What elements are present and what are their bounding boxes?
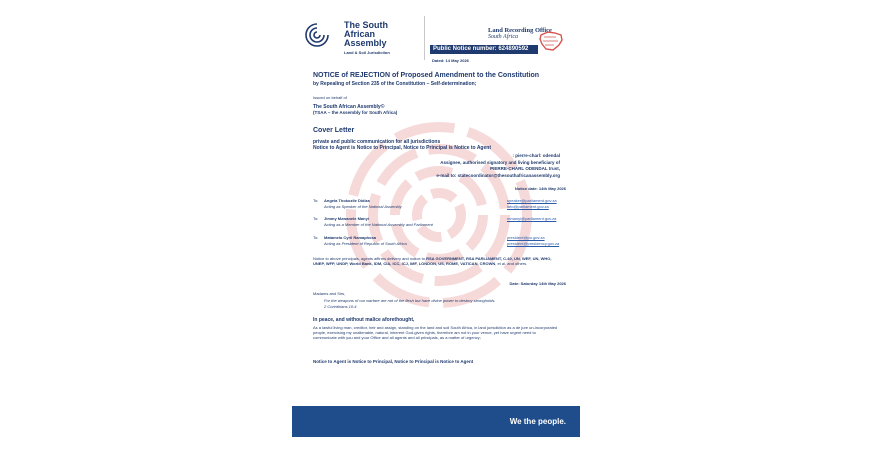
scripture-reference: 2 Corinthians 10:4 [324, 304, 357, 309]
recipient-role: Acting as President of Republic of South Africa [324, 241, 407, 246]
recipient-role: Acting as a Member of the National Assembly and Parliament [324, 222, 433, 227]
org-name-line3: Assembly [344, 38, 387, 48]
salutation: Madams and Sirs, [313, 291, 346, 296]
signatory-name: : pierre-charl: odendal [512, 153, 560, 158]
footer-slogan: We the people. [509, 417, 566, 426]
notice-to-paragraph [313, 256, 559, 266]
notice-date: Notice date: 14th May 2026 [514, 186, 566, 191]
issued-label: Issued on behalf of [313, 95, 347, 100]
office-subtitle: South Africa [488, 34, 519, 40]
recipient-role: Acting as Speaker of the National Assembly [324, 204, 402, 209]
recipient-email-link[interactable]: mmanyi@parliament.gov.za [507, 216, 557, 221]
issued-org-sub: (TSAA – the Assembly for South Africa) [313, 110, 398, 115]
recipient-name: Matamela Cyril Ramaphosa [324, 235, 377, 240]
recipient-to-label: To: [313, 216, 319, 221]
office-title: Land Recording Office [488, 27, 552, 34]
closing-line: Notice to Agent is Notice to Principal, Notice to Principal is Notice to Agent [313, 359, 474, 364]
body-paragraph: As a lawful living man, creditor, heir and assign, standing on the land and soil South Africa, in land jurisdiction as a de jure un-incorporated people, exercising my unalienable, natural, inherent God-given rights, therefore am not in your venue, yet have urgent need to communicate with you and your Office and all agents and all principals, as a matter of urgency; [313, 325, 558, 340]
footer-banner [292, 406, 580, 437]
recipient-email-link[interactable]: president@presidency.gov.za [507, 241, 560, 246]
recipient-name: Angela Thokozile Didiza [324, 198, 370, 203]
recipient-to-label: To: [313, 235, 319, 240]
signatory-line3: PIERRE-CHARL ODENDAL trust, [490, 166, 560, 171]
document-page [292, 0, 580, 450]
assembly-logo-icon [304, 22, 330, 48]
notice-to-prefix: Notice to above principals, agents affirms delivery and notice to [313, 256, 427, 261]
recipient-email-link[interactable]: info@parliament.gov.za [507, 204, 549, 209]
document-subtitle: by Repealing of Section 235 of the Constitution – Self-determination; [313, 81, 477, 87]
header-dated: Dated: 14 May 2026 [432, 58, 469, 63]
cover-letter-heading: Cover Letter [313, 127, 355, 134]
cover-line2: Notice to Agent is Notice to Principal, Notice to Principal is Notice to Agent [313, 145, 491, 151]
recipient-name: Jimmy Mzwanele Manyi [324, 216, 369, 221]
recipient-email-link[interactable]: president@po.gov.za [507, 235, 545, 240]
org-subtitle: Land & Soil Jurisdiction [344, 50, 390, 55]
public-notice-number: Public Notice number: 624890592 [430, 45, 538, 54]
signatory-line2: Assignee, authorised signatory and living beneficiary of [440, 160, 560, 165]
issued-org: The South African Assembly© [313, 104, 385, 110]
signatory-email: e-mail to: statecoordinator@thesouthafricanassembly.org [436, 173, 560, 178]
notice-to-entities: RSA GOVERNMENT, RSA PARLIAMENT, C-40, UN, WEF, UN, WHO, UNEP, WFP, UNDP, World Bank, IDM, CIA, ICC, ICJ, IMF, LONDON, US, ROME, VATICAN, CROWN [313, 256, 552, 266]
recipient-to-label: To: [313, 198, 319, 203]
org-name-line2: African [344, 29, 376, 39]
org-name-line1: The South [344, 20, 388, 30]
peace-line: In peace, and without malice aforethought, [313, 317, 415, 323]
scripture-quote: For the weapons of our warfare are not of the flesh but have divine power to destroy strongholds. [324, 298, 496, 303]
south-africa-map-icon [538, 30, 564, 52]
document-title: NOTICE of REJECTION of Proposed Amendment to the Constitution [313, 72, 540, 79]
header-divider [424, 16, 425, 60]
cover-line1: private and public communication for all jurisdictions [313, 139, 441, 145]
date-line: Date: Saturday 14th May 2026 [509, 281, 566, 286]
notice-to-suffix: , et al. and others. [495, 261, 528, 266]
recipient-email-link[interactable]: speaker@parliament.gov.za [507, 198, 557, 203]
